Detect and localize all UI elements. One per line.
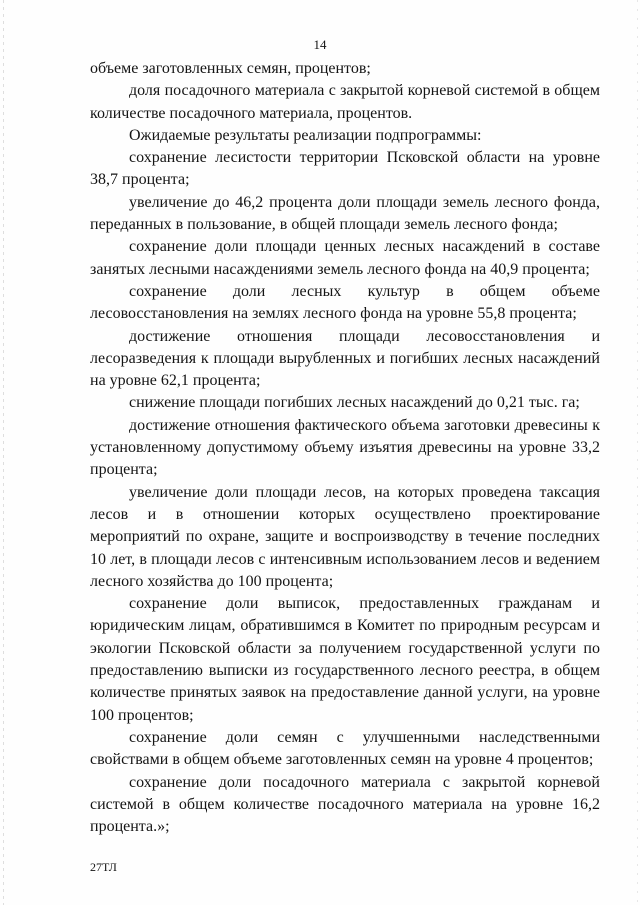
paragraph: увеличение до 46,2 процента доли площади земель лесного фонда, переданных в пользование, в общей площади земель лесного фонда;: [90, 193, 600, 234]
scan-edge-left: [3, 0, 4, 905]
paragraph: сохранение доли лесных культур в общем объеме лесовосстановления на землях лесного фонда на уровне 55,8 процента;: [90, 282, 600, 323]
paragraph: увеличение доли площади лесов, на которых проведена таксация лесов и в отношении которых осуществлено проектирование мероприятий по охране, защите и воспроизводству в течение последних 10 лет, в площади лесов с интенсивным использованием лесов и ведением лесного хозяйства до 100 процента;: [90, 483, 600, 590]
paragraph: достижение отношения фактического объема заготовки древесины к установленному допустимому объему изъятия древесины на уровне 33,2 процента;: [90, 416, 600, 479]
section-heading: Ожидаемые результаты реализации подпрограммы:: [129, 126, 482, 144]
paragraph: доля посадочного материала с закрытой корневой системой в общем количестве посадочного материала, процентов.: [90, 82, 600, 122]
paragraph: достижение отношения площади лесовосстановления и лесоразведения к площади вырубленных и погибших лесных насаждений на уровне 62,1 процента;: [90, 327, 600, 390]
scan-edge-right: [637, 0, 638, 905]
document-body: [90, 58, 600, 838]
paragraph: сохранение доли выписок, предоставленных гражданам и юридическим лицам, обратившимся в Комитет по природным ресурсам и экологии Псковской области за получением государственной услуги по предоставлению выписки из государственного лесного реестра, в общем количестве принятых заявок на предоставление данной услуги, на уровне 100 процентов;: [90, 595, 600, 724]
page-number: 14: [313, 37, 327, 52]
footer-document-code: 27ТЛ: [90, 860, 117, 874]
paragraph: сохранение доли площади ценных лесных насаждений в составе занятых лесными насаждениями земель лесного фонда на 40,9 процента;: [90, 238, 600, 278]
paragraph-continuation: объеме заготовленных семян, процентов;: [90, 60, 371, 77]
paragraph: сохранение доли семян с улучшенными наследственными свойствами в общем объеме заготовленных семян на уровне 4 процентов;: [90, 728, 600, 769]
paragraph: сохранение доли посадочного материала с закрытой корневой системой в общем количестве посадочного материала на уровне 16,2 процента.»;: [90, 773, 600, 836]
paragraph: сохранение лесистости территории Псковской области на уровне 38,7 процента;: [90, 149, 600, 189]
paragraph: снижение площади погибших лесных насаждений до 0,21 тыс. га;: [129, 394, 580, 412]
